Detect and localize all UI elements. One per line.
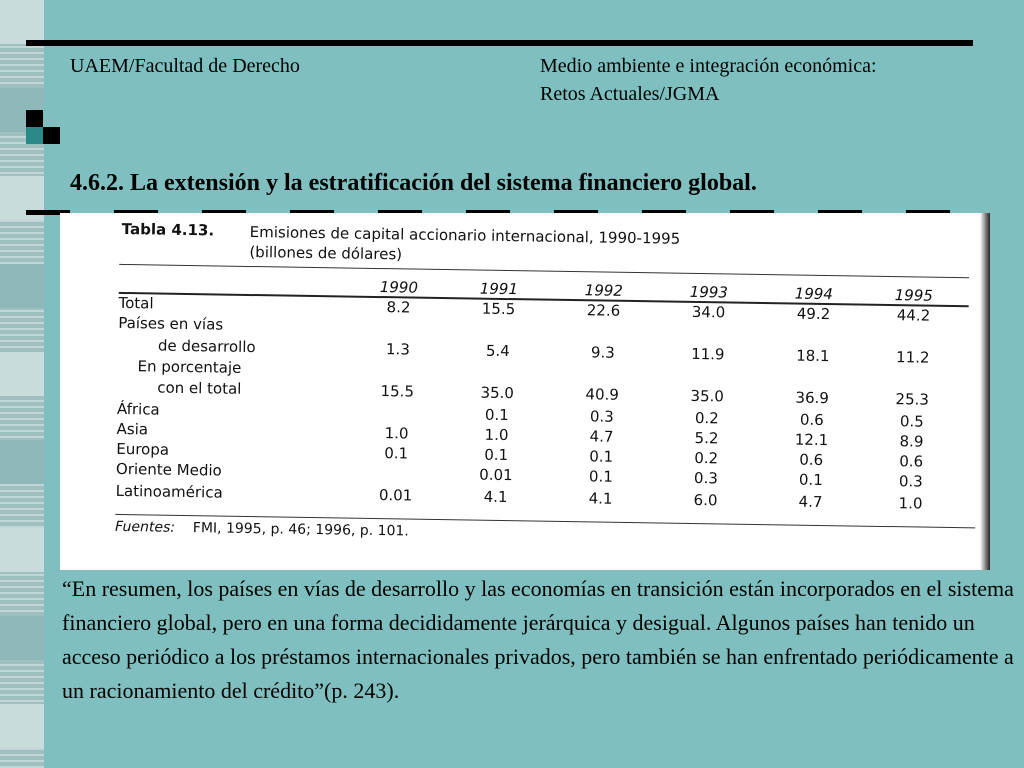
source-text: FMI, 1995, p. 46; 1996, p. 101. (192, 520, 409, 540)
source-label: Fuentes: (114, 518, 176, 536)
header-right-line2: Retos Actuales/JGMA (540, 83, 720, 105)
table-cell: 4.1 (483, 487, 508, 507)
table-cell: 4.7 (798, 492, 823, 512)
table-cell: 40.9 (585, 385, 620, 404)
row-label: Europa (116, 439, 170, 459)
table-cell: 15.5 (481, 299, 516, 319)
row-label: Total (118, 293, 154, 313)
strip-block (0, 440, 44, 484)
strip-block (0, 528, 44, 572)
row-label: Países en vías (118, 313, 224, 334)
row-label: con el total (157, 378, 242, 398)
year-header: 1990 (379, 278, 419, 297)
table-cell: 0.01 (378, 486, 413, 505)
year-header: 1994 (794, 284, 834, 304)
table-cell: 6.0 (693, 490, 718, 510)
slide-title: 4.6.2. La extensión y la estratificación del sistema financiero global. (70, 170, 757, 196)
year-header: 1992 (584, 281, 624, 300)
table-cell: 0.1 (588, 467, 613, 486)
table-cell: 0.5 (899, 412, 924, 431)
table-cell: 0.1 (484, 445, 509, 465)
table-cell: 0.6 (899, 452, 924, 471)
table-cell: 0.1 (484, 405, 509, 425)
strip-block (0, 616, 44, 660)
table-cell: 0.1 (589, 447, 614, 466)
table-cell: 0.3 (898, 472, 923, 491)
table-cell: 0.3 (589, 407, 614, 426)
table-cell: 0.6 (799, 450, 824, 470)
row-label: de desarrollo (157, 336, 256, 357)
quote-paragraph: “En resumen, los países en vías de desarrollo y las economías en transición están incorporados en el sistema financiero global, pero en una forma decididamente jerárquica y desigual. Algunos países han tenido un acceso periódico a los préstamos internacionales privados, pero también se han enfrentado periódicamente a un racionamiento del crédito”(p. 243). (62, 576, 1014, 703)
table-label: Tabla 4.13. (121, 219, 215, 240)
table-cell: 0.3 (693, 468, 718, 488)
table-cell: 4.1 (588, 489, 613, 508)
table-caption-line1: Emisiones de capital accionario internacional, 1990-1995 (249, 222, 681, 248)
header-right (540, 52, 877, 108)
header-right-line1: Medio ambiente e integración económica: (540, 55, 877, 77)
table-cell: 0.2 (694, 448, 719, 468)
header-left: UAEM/Facultad de Derecho (70, 55, 300, 77)
strip-block (0, 704, 44, 748)
top-rule (26, 40, 973, 46)
table-cell: 35.0 (690, 386, 725, 406)
table-cell: 0.6 (799, 410, 824, 430)
year-header: 1991 (479, 279, 519, 299)
checker-cell (26, 110, 43, 127)
table-cell: 0.2 (694, 408, 719, 428)
table-cell: 0.1 (798, 470, 823, 490)
table-cell: 9.3 (590, 343, 615, 362)
table-cell: 5.2 (694, 428, 719, 448)
table-cell: 36.9 (795, 388, 830, 408)
strip-block (0, 352, 44, 396)
table-cell: 1.0 (384, 424, 409, 443)
table-cell: 8.9 (899, 432, 924, 451)
scanned-table-image (60, 213, 990, 570)
table-cell: 25.3 (895, 390, 930, 409)
row-label: Oriente Medio (115, 459, 222, 480)
table-cell: 49.2 (796, 304, 831, 324)
row-label: Latinoamérica (115, 481, 223, 502)
table-cell: 18.1 (796, 346, 830, 366)
table-cell: 34.0 (691, 302, 726, 322)
table-cell: 44.2 (896, 306, 931, 325)
table-cell: 0.01 (479, 465, 513, 485)
checker-cell (43, 110, 60, 127)
table-cell: 1.3 (385, 340, 410, 359)
scanned-table-content (60, 213, 990, 570)
table-cell: 0.1 (384, 444, 409, 463)
table-cell: 12.1 (794, 430, 829, 450)
checker-decoration (26, 110, 60, 144)
table-cell: 35.0 (480, 383, 515, 403)
row-label: África (116, 399, 160, 419)
table-cell: 11.2 (895, 348, 930, 367)
table-cell: 4.7 (589, 427, 614, 446)
row-label: En porcentaje (137, 357, 242, 377)
table-cell: 1.0 (484, 425, 509, 445)
year-header: 1995 (894, 286, 934, 305)
table-cell: 22.6 (586, 301, 621, 320)
table-cell: 1.0 (898, 494, 923, 513)
checker-cell (43, 127, 60, 144)
row-label: Asia (116, 419, 149, 439)
table-caption-line2: (billones de dólares) (249, 242, 403, 264)
table-caption (249, 222, 680, 269)
year-header: 1993 (689, 282, 729, 302)
table-cell: 15.5 (380, 382, 415, 401)
table-source (115, 519, 409, 540)
scan-edge-shadow (980, 213, 990, 570)
checker-cell (26, 127, 43, 144)
table-cell: 5.4 (485, 341, 510, 361)
table-cell: 11.9 (691, 344, 725, 364)
strip-block (0, 0, 44, 44)
table-cell: 8.2 (386, 298, 411, 317)
strip-block (0, 264, 44, 308)
